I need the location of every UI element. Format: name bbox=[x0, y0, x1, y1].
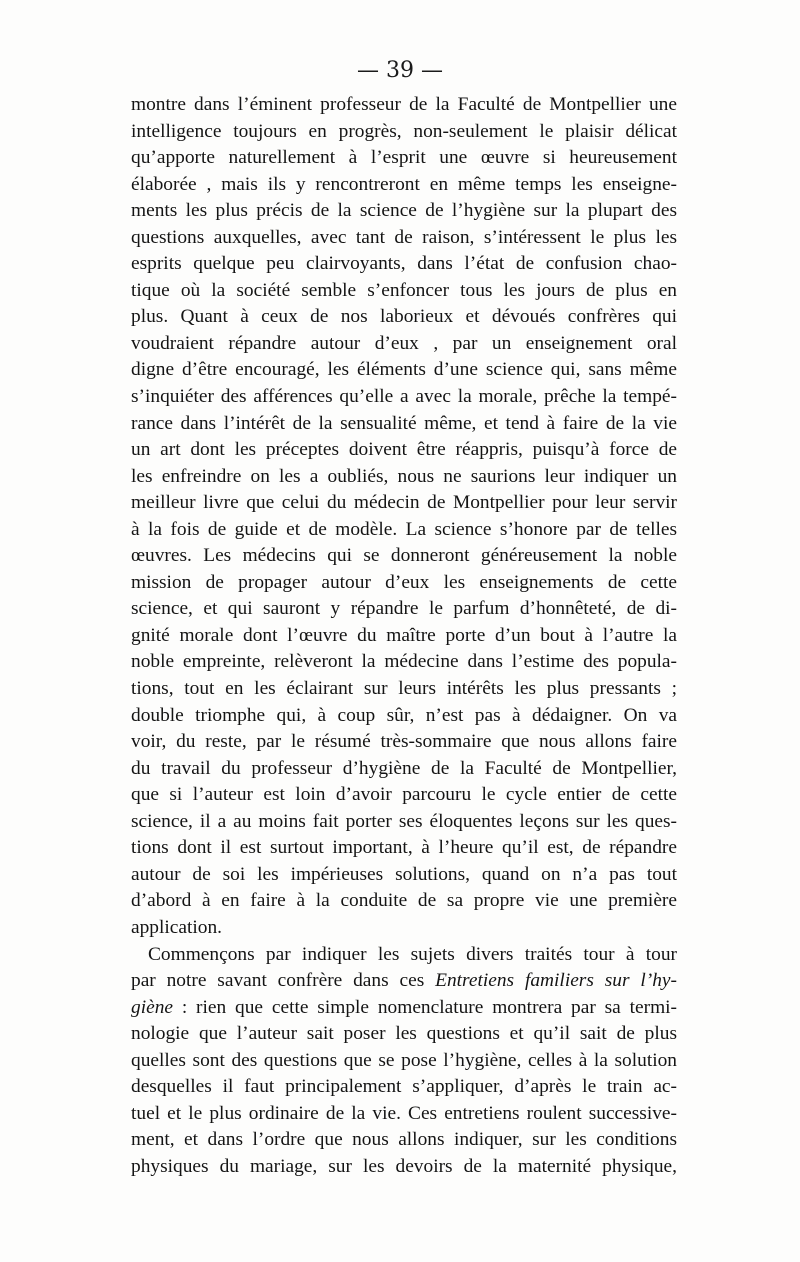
text-line bbox=[131, 968, 677, 995]
text-line: quelles sont des questions que se pose l’hygiène, celles à la solution bbox=[131, 1049, 677, 1071]
text-line: Commençons par indiquer les sujets divers traités tour à tour bbox=[148, 943, 677, 965]
text-line: science, il a au moins fait porter ses éloquentes leçons sur les ques- bbox=[131, 810, 677, 832]
text-line: qu’apporte naturellement à l’esprit une œuvre si heureusement bbox=[131, 147, 677, 169]
text-line: du travail du professeur d’hygiène de la Faculté de Montpellier, bbox=[131, 757, 677, 779]
text-line: que si l’auteur est loin d’avoir parcouru le cycle entier de cette bbox=[131, 784, 677, 806]
text-line: esprits quelque peu clairvoyants, dans l’état de confusion chao- bbox=[131, 253, 677, 275]
text-line: nologie que l’auteur sait poser les questions et qu’il sait de plus bbox=[131, 1023, 677, 1045]
text-line: desquelles il faut principalement s’appliquer, d’après le train ac- bbox=[131, 1076, 677, 1098]
text-line: un art dont les préceptes doivent être réappris, puisqu’à force de bbox=[131, 439, 677, 461]
book-title: Entretiens familiers sur l’hy- bbox=[435, 970, 677, 992]
text-line bbox=[131, 995, 677, 1022]
text-line: gnité morale dont l’œuvre du maître porte d’un bout à l’autre la bbox=[131, 624, 677, 646]
text-line: ments les plus précis de la science de l’hygiène sur la plupart des bbox=[131, 200, 677, 222]
text-line: voudraient répandre autour d’eux , par un enseignement oral bbox=[131, 332, 677, 354]
text-line: rance dans l’intérêt de la sensualité même, et tend à faire de la vie bbox=[131, 412, 677, 434]
text-line: double triomphe qui, à coup sûr, n’est pas à dédaigner. On va bbox=[131, 704, 677, 726]
text-line: montre dans l’éminent professeur de la Faculté de Montpellier une bbox=[131, 94, 677, 115]
text-line: noble empreinte, relèveront la médecine dans l’estime des popula- bbox=[131, 651, 677, 673]
text-line: questions auxquelles, avec tant de raison, s’intéressent le plus les bbox=[131, 226, 677, 248]
text-line: intelligence toujours en progrès, non-seulement le plaisir délicat bbox=[131, 120, 677, 142]
text-line: tique où la société semble s’enfoncer tous les jours de plus en bbox=[131, 279, 677, 301]
paragraph-1 bbox=[131, 92, 677, 942]
book-title: giène bbox=[131, 996, 173, 1018]
text-line: tuel et le plus ordinaire de la vie. Ces entretiens roulent successive- bbox=[131, 1102, 677, 1124]
text-line: à la fois de guide et de modèle. La science s’honore par de telles bbox=[131, 518, 677, 540]
paragraph-2 bbox=[131, 942, 677, 1181]
text-line: mission de propager autour d’eux les enseignements de cette bbox=[131, 571, 677, 593]
page-number: — 39 — bbox=[357, 58, 443, 83]
text-run: : rien que cette simple nomenclature montrera par sa termi- bbox=[173, 996, 677, 1018]
text-line: ment, et dans l’ordre que nous allons indiquer, sur les conditions bbox=[131, 1129, 677, 1151]
text-line: voir, du reste, par le résumé très-sommaire que nous allons faire bbox=[131, 731, 677, 753]
text-line: autour de soi les impérieuses solutions, quand on n’a pas tout bbox=[131, 863, 677, 885]
text-line: tions, tout en les éclairant sur leurs intérêts les plus pressants ; bbox=[131, 678, 677, 700]
text-line: s’inquiéter des afférences qu’elle a avec la morale, prêche la tempé- bbox=[131, 386, 677, 408]
text-line: œuvres. Les médecins qui se donneront généreusement la noble bbox=[131, 545, 677, 567]
text-line: application. bbox=[131, 916, 222, 938]
text-line: les enfreindre on les a oubliés, nous ne saurions leur indiquer un bbox=[131, 465, 677, 487]
body-text bbox=[131, 92, 677, 1180]
text-line: plus. Quant à ceux de nos laborieux et dévoués confrères qui bbox=[131, 306, 677, 328]
text-run: par notre savant confrère dans ces bbox=[131, 970, 436, 992]
text-line: tions dont il est surtout important, à l’heure qu’il est, de répandre bbox=[131, 837, 677, 859]
text-line: digne d’être encouragé, les éléments d’une science qui, sans même bbox=[131, 359, 677, 381]
text-line: science, et qui sauront y répandre le parfum d’honnêteté, de di- bbox=[131, 598, 677, 620]
text-line: élaborée , mais ils y rencontreront en même temps les enseigne- bbox=[131, 173, 677, 195]
text-line: d’abord à en faire à la conduite de sa propre vie une première bbox=[131, 890, 677, 912]
text-line: physiques du mariage, sur les devoirs de la maternité physique, bbox=[131, 1155, 677, 1177]
text-line: meilleur livre que celui du médecin de Montpellier pour leur servir bbox=[131, 492, 677, 514]
